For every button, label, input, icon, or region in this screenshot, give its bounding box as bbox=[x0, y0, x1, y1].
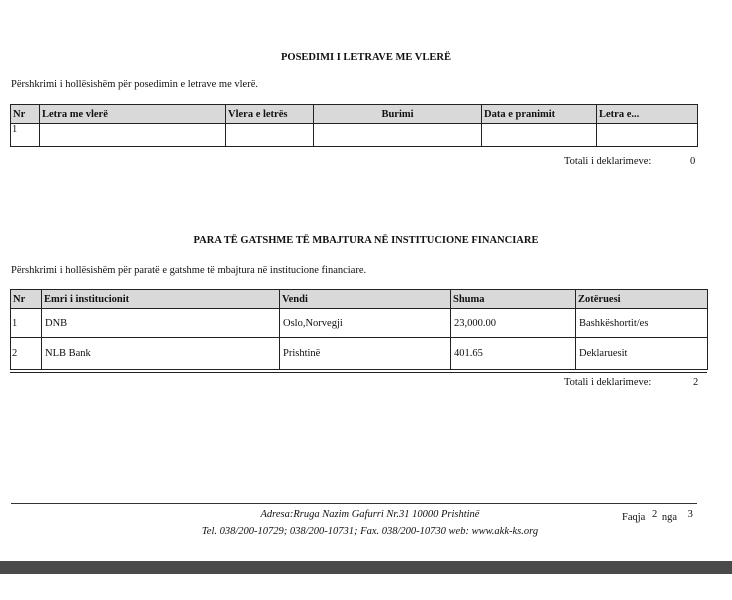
section-description-securities: Përshkrimi i hollësishëm për posedimin e letrave me vlerë. bbox=[11, 79, 258, 90]
col-header-letter: Letra e... bbox=[597, 105, 698, 124]
viewer-scroll-strip bbox=[0, 561, 732, 574]
footer-contact: Tel. 038/200-10729; 038/200-10731; Fax. 038/200-10730 web: www.akk-ks.org bbox=[201, 526, 539, 537]
cell-amount: 23,000.00 bbox=[451, 309, 576, 338]
total-label-securities: Totali i deklarimeve: bbox=[564, 156, 652, 167]
cell-letter bbox=[597, 124, 698, 147]
table-row bbox=[11, 309, 708, 338]
section-description-cash: Përshkrimi i hollësishëm për paratë e gatshme të mbajtura në institucione financiare. bbox=[11, 265, 367, 276]
cell-date-received bbox=[482, 124, 597, 147]
section-title-cash: PARA TË GATSHME TË MBAJTURA NË INSTITUCIONE FINANCIARE bbox=[193, 235, 539, 246]
cell-country: Oslo,Norvegji bbox=[280, 309, 451, 338]
cell-nr: 1 bbox=[11, 309, 42, 338]
table-header-row bbox=[11, 290, 708, 309]
page-current: 2 bbox=[651, 509, 658, 520]
table-row bbox=[11, 124, 698, 147]
cell-nr: 1 bbox=[11, 124, 40, 147]
table-double-rule bbox=[10, 372, 707, 373]
col-header-nr: Nr bbox=[11, 290, 42, 309]
cell-value bbox=[226, 124, 314, 147]
cell-source bbox=[314, 124, 482, 147]
securities-table bbox=[10, 104, 698, 147]
col-header-country: Vendi bbox=[280, 290, 451, 309]
cell-owner: Deklaruesit bbox=[576, 338, 708, 370]
col-header-security: Letra me vlerë bbox=[40, 105, 226, 124]
col-header-value: Vlera e letrës bbox=[226, 105, 314, 124]
page-total: 3 bbox=[687, 509, 693, 520]
total-label-cash: Totali i deklarimeve: bbox=[564, 377, 652, 388]
table-header-row bbox=[11, 105, 698, 124]
page-separator: nga bbox=[661, 512, 677, 523]
col-header-date-received: Data e pranimit bbox=[482, 105, 597, 124]
cell-institution: NLB Bank bbox=[42, 338, 280, 370]
col-header-amount: Shuma bbox=[451, 290, 576, 309]
col-header-source: Burimi bbox=[314, 105, 482, 124]
cell-amount: 401.65 bbox=[451, 338, 576, 370]
cell-security bbox=[40, 124, 226, 147]
cell-country: Prishtinë bbox=[280, 338, 451, 370]
cell-institution: DNB bbox=[42, 309, 280, 338]
cell-owner: Bashkëshortit/es bbox=[576, 309, 708, 338]
cash-table bbox=[10, 289, 708, 370]
total-value-securities: 0 bbox=[690, 156, 696, 167]
total-value-cash: 2 bbox=[693, 377, 699, 388]
cell-nr: 2 bbox=[11, 338, 42, 370]
page-label: Faqja bbox=[622, 512, 646, 523]
footer-address: Adresa:Rruga Nazim Gafurri Nr.31 10000 Prishtinë bbox=[260, 509, 480, 520]
col-header-institution: Emri i institucionit bbox=[42, 290, 280, 309]
section-title-securities: POSEDIMI I LETRAVE ME VLERË bbox=[281, 52, 451, 63]
viewer-bottom-bar bbox=[0, 561, 732, 600]
col-header-nr: Nr bbox=[11, 105, 40, 124]
table-row bbox=[11, 338, 708, 370]
col-header-owner: Zotëruesi bbox=[576, 290, 708, 309]
footer-divider bbox=[11, 503, 697, 504]
page-indicator bbox=[622, 509, 693, 523]
